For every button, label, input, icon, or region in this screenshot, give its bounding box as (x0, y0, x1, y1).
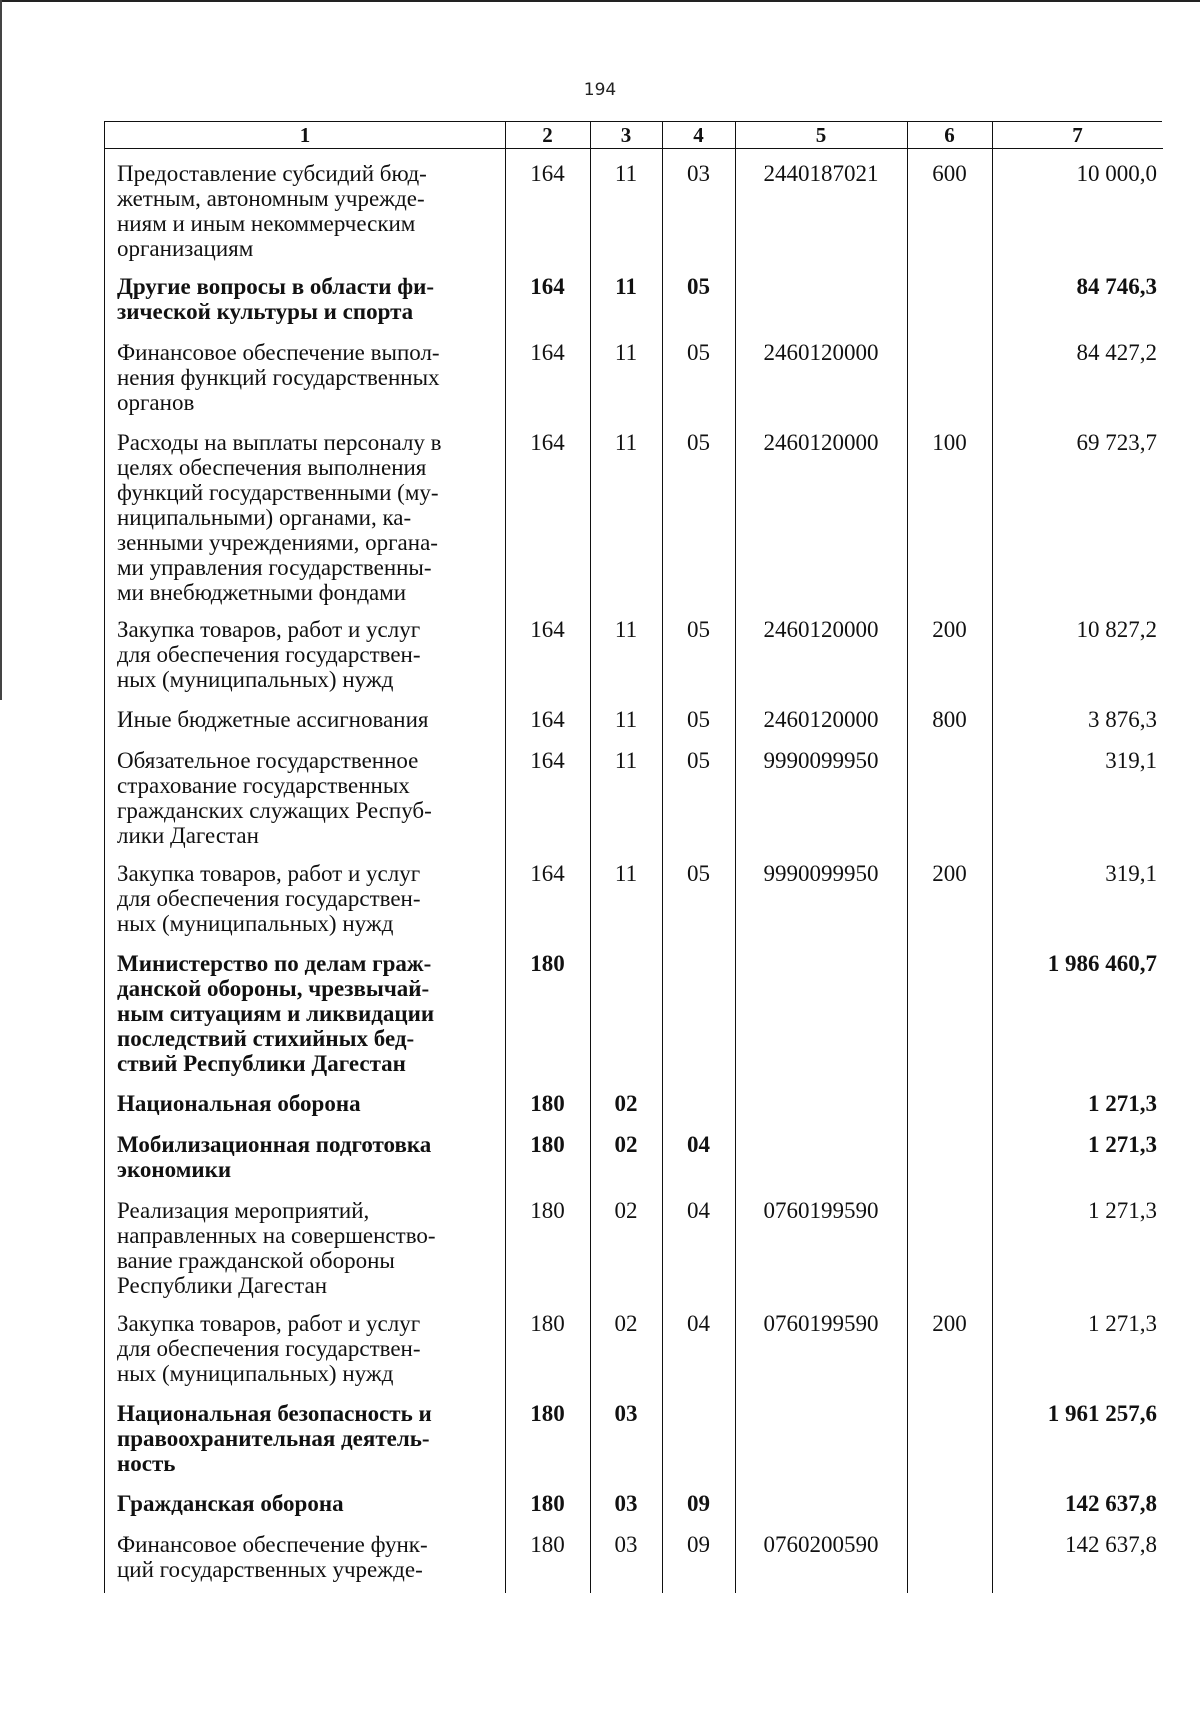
row-name-line: Финансовое обеспечение выпол- (117, 340, 440, 365)
table-row (105, 418, 1163, 605)
target-article-cell: 2460120000 (763, 430, 879, 455)
amount-cell: 1 271,3 (1088, 1198, 1157, 1223)
section-code-cell: 11 (614, 707, 638, 732)
subsection-code-cell: 05 (687, 274, 710, 299)
row-name-line: Министерство по делам граж- (117, 951, 432, 976)
budget-table (105, 122, 1163, 1590)
row-name-cell (105, 1186, 505, 1299)
table-row (105, 736, 1163, 849)
row-name-line: Иные бюджетные ассигнования (117, 707, 429, 732)
amount-cell: 10 827,2 (1076, 617, 1157, 642)
ministry-code-cell: 164 (530, 161, 565, 186)
amount-cell: 142 637,8 (1065, 1491, 1157, 1516)
table-row (105, 1120, 1163, 1186)
subsection-code-cell (662, 939, 735, 1079)
row-name-line: зической культуры и спорта (117, 299, 414, 324)
subsection-code-cell: 04 (687, 1198, 710, 1223)
target-article-cell: 0760199590 (763, 1198, 879, 1223)
header-col-1: 1 (105, 122, 505, 149)
row-name-line: Республики Дагестан (117, 1273, 327, 1298)
subsection-code-cell: 05 (687, 340, 710, 365)
row-name-line: направленных на совершенство- (117, 1223, 436, 1248)
row-name-line: ных (муниципальных) нужд (117, 1361, 394, 1386)
row-name-cell (105, 1389, 505, 1479)
row-name-line: данской обороны, чрезвычай- (117, 976, 430, 1001)
amount-cell: 10 000,0 (1076, 161, 1157, 186)
target-article-cell: 0760199590 (763, 1311, 879, 1336)
header-col-6: 6 (907, 122, 992, 149)
row-name-line: зенными учреждениями, органа- (117, 530, 438, 555)
target-article-cell: 2460120000 (763, 707, 879, 732)
table-row (105, 1186, 1163, 1299)
row-name-line: правоохранительная деятель- (117, 1426, 430, 1451)
row-name-line: ниям и иным некоммерческим (117, 211, 416, 236)
subsection-code-cell: 05 (687, 861, 710, 886)
ministry-code-cell: 164 (530, 340, 565, 365)
table-row (105, 328, 1163, 418)
row-name-line: жетным, автономным учрежде- (117, 186, 425, 211)
expense-type-cell (907, 1186, 992, 1299)
row-name-line: Реализация мероприятий, (117, 1198, 370, 1223)
subsection-code-cell: 04 (687, 1132, 710, 1157)
row-name-line: ных (муниципальных) нужд (117, 911, 394, 936)
row-name-line: функций государственными (му- (117, 480, 439, 505)
row-name-cell (105, 849, 505, 939)
row-name-line: Национальная оборона (117, 1091, 361, 1116)
target-article-cell: 2460120000 (763, 340, 879, 365)
target-article-cell (735, 1120, 907, 1186)
expense-type-cell (907, 1079, 992, 1120)
row-name-cell (105, 939, 505, 1079)
row-name-line: лики Дагестан (117, 823, 259, 848)
row-name-cell (105, 736, 505, 849)
amount-cell: 1 271,3 (1088, 1311, 1157, 1336)
row-name-line: организациям (117, 236, 254, 261)
target-article-cell (735, 1479, 907, 1520)
row-name-line: Другие вопросы в области фи- (117, 274, 435, 299)
table-row (105, 1520, 1163, 1590)
row-name-line: Национальная безопасность и (117, 1401, 432, 1426)
scan-top-edge (0, 0, 1200, 2)
expense-type-cell (907, 262, 992, 328)
ministry-code-cell: 164 (530, 707, 565, 732)
row-name-line: нения функций государственных (117, 365, 440, 390)
expense-type-cell (907, 1120, 992, 1186)
expense-type-cell (907, 1389, 992, 1479)
row-name-line: гражданских служащих Респуб- (117, 798, 432, 823)
table-row (105, 262, 1163, 328)
section-code-cell: 02 (614, 1311, 638, 1336)
row-name-line: ми управления государственны- (117, 555, 432, 580)
budget-table-frame (104, 121, 1162, 1593)
row-name-line: ность (117, 1451, 176, 1476)
ministry-code-cell: 164 (530, 430, 565, 455)
row-name-line: Закупка товаров, работ и услуг (117, 1311, 421, 1336)
section-code-cell: 11 (614, 617, 638, 642)
ministry-code-cell: 180 (530, 1532, 565, 1557)
row-name-line: органов (117, 390, 195, 415)
scan-left-edge (0, 0, 2, 700)
row-name-line: ствий Республики Дагестан (117, 1051, 406, 1076)
table-header-row (105, 122, 1163, 149)
amount-cell: 84 746,3 (1076, 274, 1157, 299)
target-article-cell: 0760200590 (763, 1532, 879, 1557)
section-code-cell: 11 (614, 748, 638, 773)
target-article-cell: 2460120000 (763, 617, 879, 642)
subsection-code-cell: 03 (687, 161, 710, 186)
amount-cell: 319,1 (1105, 748, 1157, 773)
section-code-cell: 02 (614, 1091, 638, 1116)
subsection-code-cell: 05 (687, 748, 710, 773)
ministry-code-cell: 180 (530, 1198, 565, 1223)
subsection-code-cell: 05 (687, 430, 710, 455)
ministry-code-cell: 164 (530, 861, 565, 886)
ministry-code-cell: 180 (530, 1491, 565, 1516)
row-name-line: экономики (117, 1157, 232, 1182)
row-name-cell (105, 1079, 505, 1120)
ministry-code-cell: 180 (530, 951, 565, 976)
row-name-line: ных (муниципальных) нужд (117, 667, 394, 692)
target-article-cell (735, 1079, 907, 1120)
subsection-code-cell: 05 (687, 707, 710, 732)
expense-type-cell: 200 (932, 861, 967, 886)
row-name-line: ций государственных учрежде- (117, 1557, 423, 1582)
row-name-line: для обеспечения государствен- (117, 642, 421, 667)
row-name-line: последствий стихийных бед- (117, 1026, 415, 1051)
header-col-4: 4 (662, 122, 735, 149)
section-code-cell: 11 (614, 340, 638, 365)
expense-type-cell (907, 939, 992, 1079)
target-article-cell (735, 1389, 907, 1479)
row-name-cell (105, 1299, 505, 1389)
row-name-line: вание гражданской обороны (117, 1248, 395, 1273)
ministry-code-cell: 180 (530, 1401, 565, 1426)
section-code-cell: 02 (614, 1132, 638, 1157)
row-name-cell (105, 149, 505, 263)
expense-type-cell (907, 1479, 992, 1520)
row-name-line: для обеспечения государствен- (117, 886, 421, 911)
row-name-cell (105, 262, 505, 328)
target-article-cell (735, 262, 907, 328)
row-name-line: Закупка товаров, работ и услуг (117, 617, 421, 642)
amount-cell: 1 986 460,7 (1047, 951, 1157, 976)
table-row (105, 939, 1163, 1079)
ministry-code-cell: 164 (530, 274, 565, 299)
subsection-code-cell: 05 (687, 617, 710, 642)
row-name-line: Расходы на выплаты персоналу в (117, 430, 442, 455)
header-col-3: 3 (590, 122, 662, 149)
row-name-line: Закупка товаров, работ и услуг (117, 861, 421, 886)
expense-type-cell: 800 (932, 707, 967, 732)
header-col-5: 5 (735, 122, 907, 149)
amount-cell: 319,1 (1105, 861, 1157, 886)
table-row (105, 1079, 1163, 1120)
row-name-line: для обеспечения государствен- (117, 1336, 421, 1361)
target-article-cell (735, 939, 907, 1079)
row-name-line: ми внебюджетными фондами (117, 580, 407, 605)
row-name-cell (105, 1520, 505, 1590)
row-name-line: Финансовое обеспечение функ- (117, 1532, 428, 1557)
row-name-line: ным ситуациям и ликвидации (117, 1001, 435, 1026)
header-col-7: 7 (992, 122, 1163, 149)
row-name-cell (105, 605, 505, 695)
expense-type-cell (907, 328, 992, 418)
row-name-line: страхование государственных (117, 773, 410, 798)
header-col-2: 2 (505, 122, 590, 149)
row-name-cell (105, 695, 505, 736)
table-row (105, 605, 1163, 695)
ministry-code-cell: 180 (530, 1311, 565, 1336)
amount-cell: 1 961 257,6 (1047, 1401, 1157, 1426)
row-name-line: Гражданская оборона (117, 1491, 344, 1516)
row-name-cell (105, 1479, 505, 1520)
ministry-code-cell: 164 (530, 748, 565, 773)
ministry-code-cell: 180 (530, 1091, 565, 1116)
target-article-cell: 9990099950 (763, 748, 879, 773)
target-article-cell: 9990099950 (763, 861, 879, 886)
amount-cell: 3 876,3 (1088, 707, 1157, 732)
row-name-cell (105, 1120, 505, 1186)
target-article-cell: 2440187021 (763, 161, 879, 186)
ministry-code-cell: 180 (530, 1132, 565, 1157)
expense-type-cell (907, 736, 992, 849)
row-name-line: Предоставление субсидий бюд- (117, 161, 427, 186)
amount-cell: 1 271,3 (1088, 1132, 1157, 1157)
row-name-line: целях обеспечения выполнения (117, 455, 427, 480)
section-code-cell: 11 (615, 274, 637, 299)
section-code-cell: 11 (614, 430, 638, 455)
amount-cell: 69 723,7 (1076, 430, 1157, 455)
table-row (105, 149, 1163, 263)
expense-type-cell: 200 (932, 1311, 967, 1336)
section-code-cell (590, 939, 662, 1079)
expense-type-cell: 600 (932, 161, 967, 186)
subsection-code-cell: 04 (687, 1311, 710, 1336)
table-row (105, 695, 1163, 736)
table-body (105, 149, 1163, 1591)
row-name-line: Мобилизационная подготовка (117, 1132, 432, 1157)
section-code-cell: 03 (614, 1491, 638, 1516)
subsection-code-cell: 09 (687, 1532, 710, 1557)
row-name-cell (105, 418, 505, 605)
expense-type-cell: 100 (932, 430, 967, 455)
row-name-line: ниципальными) органами, ка- (117, 505, 412, 530)
section-code-cell: 11 (614, 861, 638, 886)
row-name-cell (105, 328, 505, 418)
row-name-line: Обязательное государственное (117, 748, 419, 773)
subsection-code-cell (662, 1389, 735, 1479)
section-code-cell: 11 (614, 161, 638, 186)
table-row (105, 1299, 1163, 1389)
subsection-code-cell: 09 (687, 1491, 710, 1516)
section-code-cell: 03 (614, 1401, 638, 1426)
expense-type-cell (907, 1520, 992, 1590)
subsection-code-cell (662, 1079, 735, 1120)
table-row (105, 849, 1163, 939)
amount-cell: 142 637,8 (1065, 1532, 1157, 1557)
amount-cell: 1 271,3 (1088, 1091, 1157, 1116)
amount-cell: 84 427,2 (1076, 340, 1157, 365)
table-row (105, 1479, 1163, 1520)
table-row (105, 1389, 1163, 1479)
expense-type-cell: 200 (932, 617, 967, 642)
ministry-code-cell: 164 (530, 617, 565, 642)
section-code-cell: 03 (614, 1532, 638, 1557)
section-code-cell: 02 (614, 1198, 638, 1223)
page-number: 194 (583, 80, 617, 100)
